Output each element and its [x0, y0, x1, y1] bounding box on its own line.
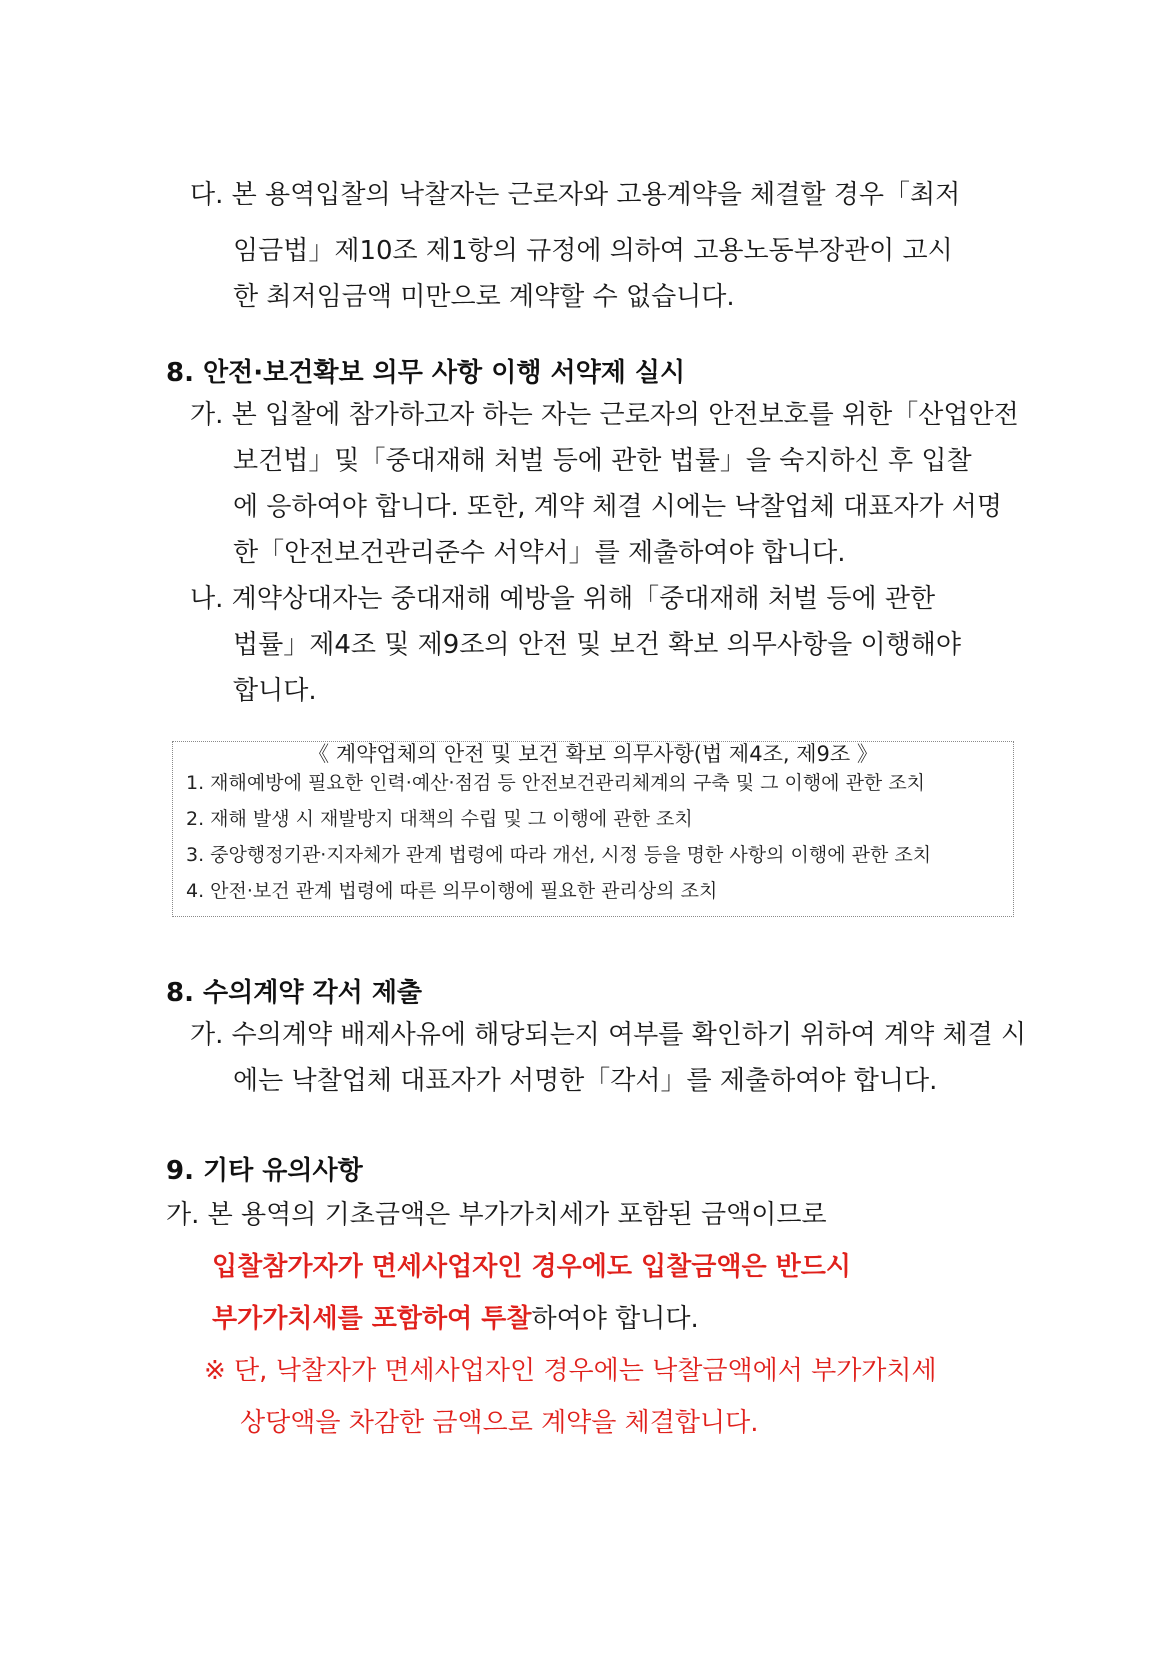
- section-8-safety-ga-line1: 가. 본 입찰에 참가하고자 하는 자는 근로자의 안전보호를 위한「산업안전: [190, 400, 1019, 430]
- section-8-safety-ga-line3: 에 응하여야 합니다. 또한, 계약 체결 시에는 낙찰업체 대표자가 서명: [233, 492, 1003, 522]
- notice-item-3: 3. 중앙행정기관·지자체가 관계 법령에 따라 개선, 시정 등을 명한 사항의 이행에 관한 조치: [186, 844, 932, 866]
- section-9-emphasis-line2-red: 부가가치세를 포함하여 투찰: [212, 1304, 532, 1334]
- section-9-note-line2: 상당액을 차감한 금액으로 계약을 체결합니다.: [240, 1408, 759, 1438]
- section-8-memo-ga-line2: 에는 낙찰업체 대표자가 서명한「각서」를 제출하여야 합니다.: [233, 1066, 938, 1096]
- section-8-safety-ga-line2: 보건법」및「중대재해 처벌 등에 관한 법률」을 숙지하신 후 입찰: [233, 446, 972, 476]
- section-8-safety-na-line2: 법률」제4조 및 제9조의 안전 및 보건 확보 의무사항을 이행해야: [233, 630, 961, 660]
- section-9-heading: 9. 기타 유의사항: [166, 1156, 363, 1186]
- section-d-line3: 한 최저임금액 미만으로 계약할 수 없습니다.: [233, 282, 735, 312]
- section-8-safety-ga-line4: 한「안전보건관리준수 서약서」를 제출하여야 합니다.: [233, 538, 846, 568]
- obligations-notice-title-wrap: [0, 744, 1170, 765]
- section-9-emphasis-line2-tail: 하여야 합니다.: [531, 1304, 699, 1334]
- notice-item-4: 4. 안전·보건 관계 법령에 따른 의무이행에 필요한 관리상의 조치: [186, 880, 718, 902]
- section-8-memo-heading: 8. 수의계약 각서 제출: [166, 978, 423, 1008]
- section-9-emphasis-line2: [212, 1306, 699, 1332]
- section-9-note-line1: ※ 단, 낙찰자가 면세사업자인 경우에는 낙찰금액에서 부가가치세: [204, 1356, 937, 1386]
- notice-item-1: 1. 재해예방에 필요한 인력·예산·점검 등 안전보건관리체계의 구축 및 그 이행에 관한 조치: [186, 772, 926, 794]
- section-9-emphasis-line1: 입찰참가자가 면세사업자인 경우에도 입찰금액은 반드시: [212, 1252, 851, 1282]
- section-8-safety-na-line3: 합니다.: [233, 676, 317, 706]
- obligations-notice-title: 《 계약업체의 안전 및 보건 확보 의무사항(법 제4조, 제9조 》: [296, 744, 890, 765]
- notice-item-2: 2. 재해 발생 시 재발방지 대책의 수립 및 그 이행에 관한 조치: [186, 808, 693, 830]
- section-9-ga-line1: 가. 본 용역의 기초금액은 부가가치세가 포함된 금액이므로: [166, 1200, 827, 1230]
- section-8-safety-na-line1: 나. 계약상대자는 중대재해 예방을 위해「중대재해 처벌 등에 관한: [190, 584, 936, 614]
- section-d-line2: 임금법」제10조 제1항의 규정에 의하여 고용노동부장관이 고시: [233, 236, 953, 266]
- section-8-safety-heading: 8. 안전·보건확보 의무 사항 이행 서약제 실시: [166, 358, 686, 388]
- section-8-memo-ga-line1: 가. 수의계약 배제사유에 해당되는지 여부를 확인하기 위하여 계약 체결 시: [190, 1020, 1027, 1050]
- section-d-line1: 다. 본 용역입찰의 낙찰자는 근로자와 고용계약을 체결할 경우「최저: [190, 180, 961, 210]
